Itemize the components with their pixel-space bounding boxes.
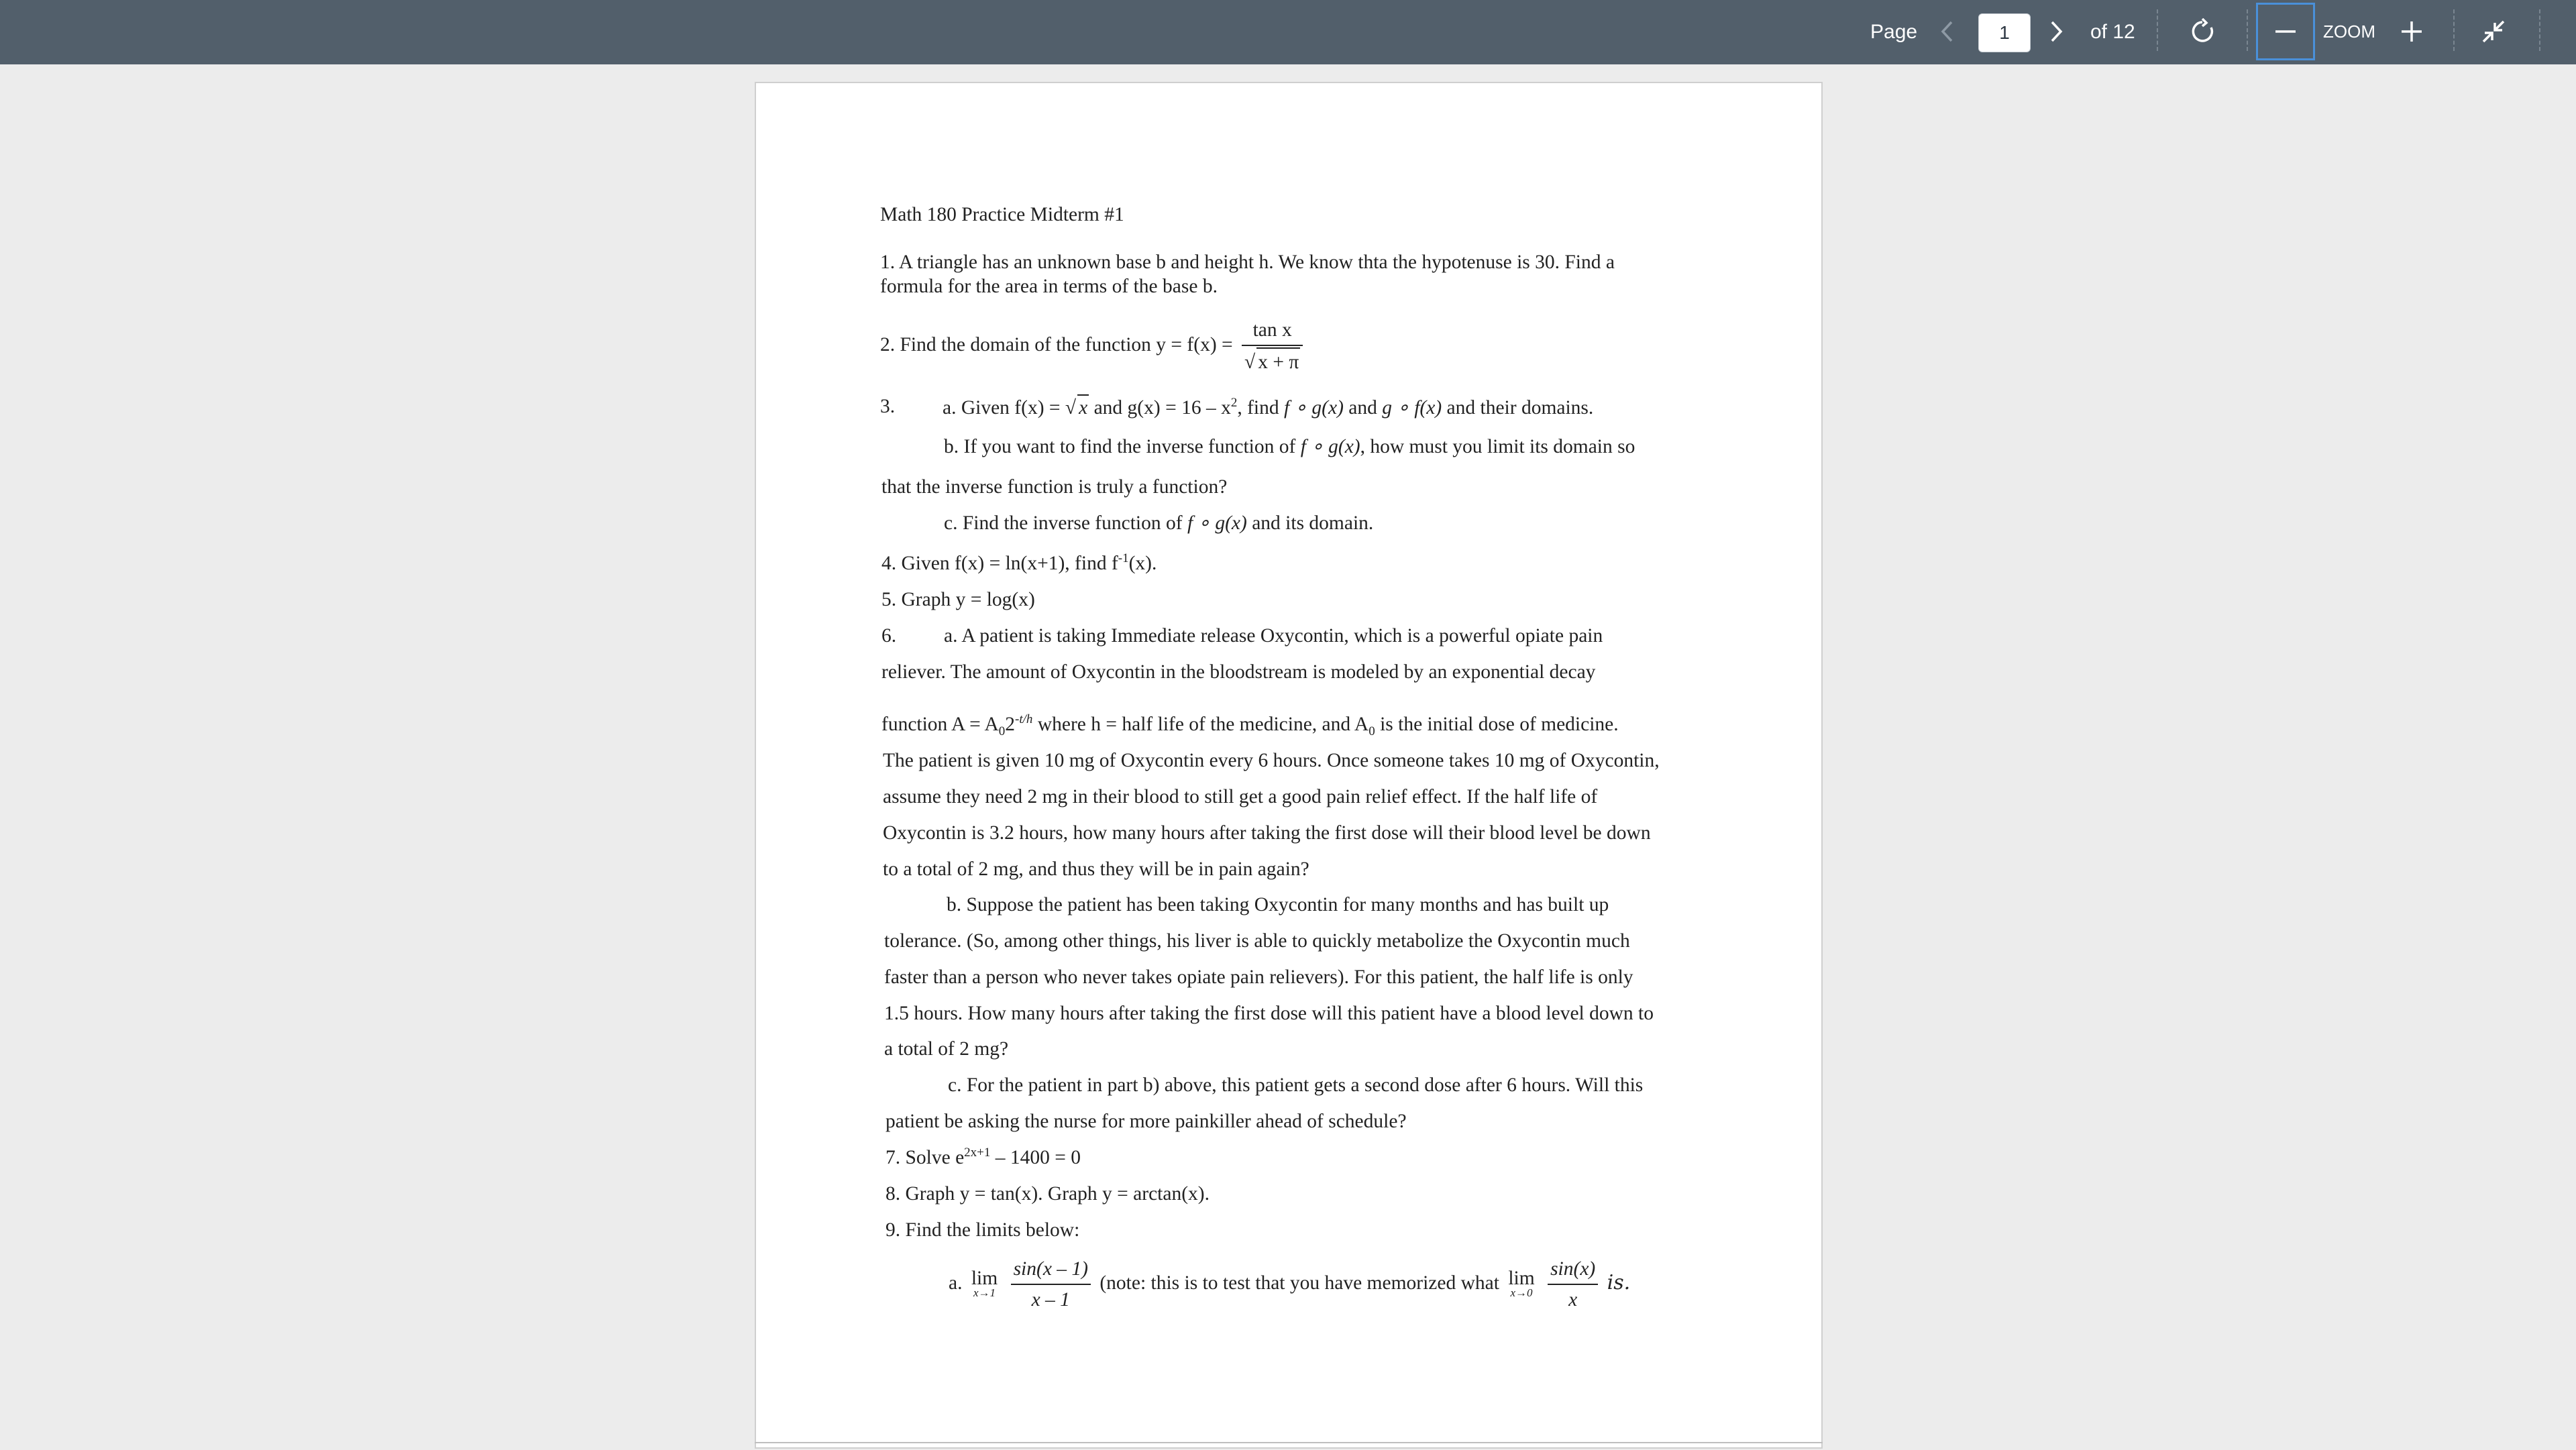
question-6b-line-3: faster than a person who never takes opiate pain relievers). For this patient, the half life is only <box>884 966 1633 988</box>
limit-word: lim <box>1508 1268 1535 1289</box>
previous-page-button[interactable] <box>1932 13 1962 50</box>
question-6b-line-1: b. Suppose the patient has been taking Oxycontin for many months and has built up <box>947 894 1609 915</box>
chevron-right-icon <box>2050 20 2063 43</box>
next-page-edge <box>755 1442 1823 1450</box>
fraction-denominator: x – 1 <box>1031 1289 1070 1310</box>
q9a-label: a. <box>949 1272 963 1294</box>
zoom-in-button[interactable] <box>2395 13 2428 50</box>
pdf-toolbar <box>0 0 2576 64</box>
question-8: 8. Graph y = tan(x). Graph y = arctan(x). <box>885 1183 1210 1205</box>
sqrt-radicand: x <box>1077 394 1089 420</box>
question-3a: a. Given f(x) = √ x and $g(x) = 16 - x^2$, find f ∘ g(x) and g ∘ f(x) and their domains. <box>943 394 1593 420</box>
question-3c <box>944 511 1373 535</box>
question-9a <box>949 1256 1630 1313</box>
question-6a-function <box>881 712 1619 736</box>
composition-expression: f ∘ g(x) <box>1187 512 1247 534</box>
question-6b-line-5: a total of 2 mg? <box>884 1038 1009 1060</box>
limit-subscript: x→1 <box>973 1286 996 1299</box>
fraction-denominator: √ x + π <box>1242 346 1303 376</box>
toolbar-divider <box>2157 9 2158 51</box>
rotate-button[interactable] <box>2184 13 2220 50</box>
limit-fraction <box>1011 1256 1091 1313</box>
q7-text: 7. Solve e <box>885 1147 965 1168</box>
exit-fullscreen-button[interactable] <box>2475 13 2512 50</box>
q3a-text: , find <box>1237 397 1279 419</box>
question-2-text: 2. Find the domain of the function y = f(x) = <box>880 333 1233 355</box>
pdf-page <box>755 82 1823 1449</box>
rotate-icon <box>2189 18 2216 45</box>
limit-expression <box>1508 1270 1534 1299</box>
question-1-line-2: formula for the area in terms of the base b. <box>880 276 1218 297</box>
question-3b <box>944 435 1635 459</box>
q3c-text: c. Find the inverse function of <box>944 512 1183 534</box>
question-5: 5. Graph y = log(x) <box>881 589 1035 610</box>
total-pages-label: of 12 <box>2090 21 2135 43</box>
document-title: Math 180 Practice Midterm #1 <box>880 204 1124 225</box>
subscript: 0 <box>998 724 1006 738</box>
q6-text: where h = half life of the medicine, and A <box>1032 714 1369 735</box>
question-6-number: 6. <box>881 625 897 647</box>
question-6c-line-2: patient be asking the nurse for more painkiller ahead of schedule? <box>885 1111 1407 1132</box>
exponent: 2x+1 <box>964 1146 991 1160</box>
fraction-numerator: sin(x) <box>1548 1256 1598 1285</box>
q3a-text: and g(x) = 16 – x <box>1093 397 1231 419</box>
composition-expression: g ∘ f(x) <box>1382 397 1442 419</box>
fraction-numerator: tan x <box>1242 317 1303 346</box>
sqrt-radicand: x + π <box>1256 347 1300 376</box>
toolbar-divider <box>2247 9 2248 51</box>
question-1-line-1: 1. A triangle has an unknown base b and height h. We know thta the hypotenuse is 30. Find a <box>880 252 1615 273</box>
toolbar-divider <box>2539 9 2540 51</box>
q4-text: 4. Given f(x) = ln(x+1), find f <box>881 553 1118 574</box>
q9a-note: (note: this is to test that you have memorized what <box>1099 1272 1499 1294</box>
q7-text: – 1400 = 0 <box>990 1147 1081 1168</box>
question-6a-line-4: The patient is given 10 mg of Oxycontin every 6 hours. Once someone takes 10 mg of Oxycontin, <box>883 750 1660 771</box>
minus-icon <box>2274 29 2297 34</box>
exponent: -t/h <box>1015 712 1033 727</box>
q6-text: 2 <box>1005 714 1016 735</box>
question-3-number: 3. <box>880 396 896 417</box>
subscript: 0 <box>1368 724 1375 738</box>
next-page-button[interactable] <box>2042 13 2072 50</box>
zoom-label: ZOOM <box>2323 21 2375 42</box>
composition-expression: f ∘ g(x) <box>1284 397 1344 419</box>
q3a-text: and their domains. <box>1446 397 1594 419</box>
toolbar-divider <box>2453 9 2455 51</box>
composition-expression: f ∘ g(x) <box>1300 436 1360 457</box>
question-6a-line-6: Oxycontin is 3.2 hours, how many hours after taking the first dose will their blood level be down <box>883 822 1651 844</box>
question-6a-line-5: assume they need 2 mg in their blood to still get a good pain relief effect. If the half life of <box>883 786 1598 807</box>
q6-text: is the initial dose of medicine. <box>1375 714 1619 735</box>
q4-text: (x). <box>1128 553 1157 574</box>
question-6a-line-2: reliever. The amount of Oxycontin in the bloodstream is modeled by an exponential decay <box>881 661 1596 683</box>
q3b-text: b. If you want to find the inverse function of <box>944 436 1296 457</box>
collapse-icon <box>2481 19 2506 44</box>
page-number-input[interactable] <box>1978 13 2031 52</box>
question-6a-line-7: to a total of 2 mg, and thus they will be in pain again? <box>883 858 1309 880</box>
limit-fraction <box>1548 1256 1598 1313</box>
exponent: 2 <box>1230 396 1238 410</box>
exponent: -1 <box>1118 551 1129 566</box>
plus-icon <box>2400 20 2423 43</box>
q3a-text: and <box>1348 397 1377 419</box>
q3a-text: a. Given f(x) = <box>943 397 1061 419</box>
page-label: Page <box>1870 21 1918 43</box>
question-2 <box>880 317 1307 376</box>
q3b-text: , how must you limit its domain so <box>1360 436 1635 457</box>
zoom-out-button[interactable] <box>2256 3 2315 60</box>
q6-text: function A = A <box>881 714 999 735</box>
question-6b-line-2: tolerance. (So, among other things, his liver is able to quickly metabolize the Oxycontin much <box>884 930 1630 952</box>
question-6b-line-4: 1.5 hours. How many hours after taking the first dose will this patient have a blood level down to <box>884 1003 1654 1024</box>
question-2-fraction <box>1242 317 1303 376</box>
limit-expression <box>971 1270 998 1299</box>
question-7 <box>885 1146 1081 1170</box>
question-6a-line-1: a. A patient is taking Immediate release Oxycontin, which is a powerful opiate pain <box>944 625 1603 647</box>
q3c-text: and its domain. <box>1252 512 1374 534</box>
fraction-denominator: x <box>1568 1289 1578 1310</box>
chevron-left-icon <box>1940 20 1953 43</box>
question-6c-line-1: c. For the patient in part b) above, this patient gets a second dose after 6 hours. Will this <box>948 1074 1644 1096</box>
handwritten-annotation: is. <box>1607 1270 1631 1294</box>
question-9: 9. Find the limits below: <box>885 1219 1080 1241</box>
fraction-numerator: sin(x – 1) <box>1011 1256 1091 1285</box>
limit-subscript: x→0 <box>1510 1286 1533 1299</box>
question-3b-continued: that the inverse function is truly a function? <box>881 476 1228 498</box>
question-4 <box>881 551 1157 575</box>
limit-word: lim <box>971 1268 998 1289</box>
